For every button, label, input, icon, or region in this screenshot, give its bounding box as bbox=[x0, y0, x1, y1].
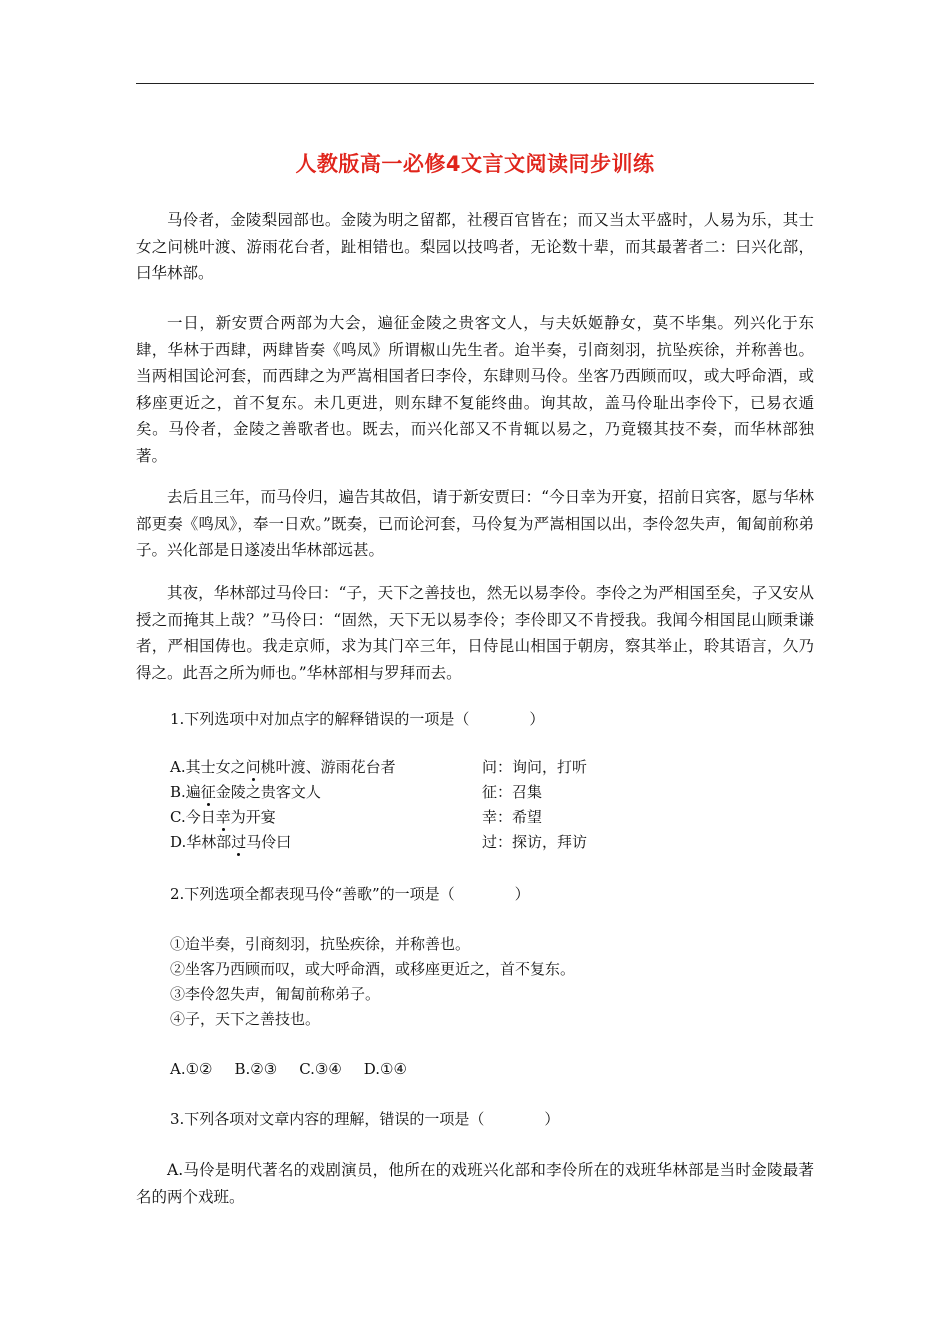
passage-paragraph-2: 一日，新安贾合两部为大会，遍征金陵之贵客文人，与夫妖姬静女，莫不毕集。列兴化于东肆，华林于西肆，两肆皆奏《鸣凤》所谓椒山先生者。迨半奏，引商刻羽，抗坠疾徐，并称善也。当两相国论河套，而西肆之为严嵩相国者曰李伶，东肆则马伶。坐客乃西顾而叹，或大呼命酒，或移座更近之，首不复东。未几更进，则东肆不复能终曲。询其故，盖马伶耻出李伶下，已易衣遁矣。马伶者，金陵之善歌者也。既去，而兴化部又不肯辄以易之，乃竟辍其技不奏，而华林部独著。 bbox=[136, 314, 814, 465]
option-a-sentence: A.其士女之问桃叶渡、游雨花台者 bbox=[170, 758, 396, 776]
option-d-sentence: D.华林部过马伶曰 bbox=[170, 833, 292, 851]
question-2-item-4: ④子，天下之善技也。 bbox=[170, 1010, 321, 1028]
question-2-item-3: ③李伶忽失声，匍匐前称弟子。 bbox=[170, 985, 381, 1003]
option-c-sentence: C.今日幸为开宴 bbox=[170, 808, 276, 826]
question-1-stem: 1.下列选项中对加点字的解释错误的一项是（ ） bbox=[170, 710, 545, 728]
question-3-stem: 3.下列各项对文章内容的理解，错误的一项是（ ） bbox=[170, 1110, 560, 1128]
dotted-char: 幸 bbox=[215, 808, 231, 826]
choice-c: C.③④ bbox=[299, 1060, 342, 1078]
page-title: 人教版高一必修4文言文阅读同步训练 bbox=[295, 152, 655, 176]
passage-paragraph-4: 其夜，华林部过马伶曰：“子，天下之善技也，然无以易李伶。李伶之为严相国至矣，子又安从授之而掩其上哉？”马伶曰：“固然，天下无以易李伶；李伶即又不肯授我。我闻今相国昆山顾秉谦者，严相国俦也。我走京师，求为其门卒三年，日侍昆山相国于朝房，察其举止，聆其语言，久乃得之。此吾之所为师也。”华林部相与罗拜而去。 bbox=[136, 584, 814, 682]
option-c-gloss: 幸：希望 bbox=[482, 808, 543, 826]
choice-b: B.②③ bbox=[234, 1060, 278, 1078]
option-b-gloss: 征：召集 bbox=[482, 783, 543, 801]
dotted-char: 问 bbox=[245, 758, 261, 776]
question-2-item-2: ②坐客乃西顾而叹，或大呼命酒，或移座更近之，首不复东。 bbox=[170, 960, 576, 978]
choice-a: A.①② bbox=[170, 1060, 213, 1078]
choice-d: D.①④ bbox=[363, 1060, 407, 1078]
header-rule bbox=[136, 83, 814, 84]
dotted-char: 过 bbox=[231, 833, 247, 851]
question-2-item-1: ①迨半奏，引商刻羽，抗坠疾徐，并称善也。 bbox=[170, 935, 471, 953]
passage-paragraph-3: 去后且三年，而马伶归，遍告其故侣，请于新安贾曰：“今日幸为开宴，招前日宾客，愿与华林部更奏《鸣凤》，奉一日欢。”既奏，已而论河套，马伶复为严嵩相国以出，李伶忽失声，匍匐前称弟子。兴化部是日遂凌出华林部远甚。 bbox=[136, 488, 814, 559]
dotted-char: 征 bbox=[200, 783, 216, 801]
question-2-choices bbox=[170, 1057, 429, 1081]
passage-paragraph-1: 马伶者，金陵梨园部也。金陵为明之留都，社稷百官皆在；而又当太平盛时，人易为乐，其士女之问桃叶渡、游雨花台者，趾相错也。梨园以技鸣者，无论数十辈，而其最著者二：曰兴化部，曰华林部。 bbox=[136, 211, 814, 282]
option-a-gloss: 问：询问，打听 bbox=[482, 758, 588, 776]
question-3-option-a: A.马伶是明代著名的戏剧演员，他所在的戏班兴化部和李伶所在的戏班华林部是当时金陵最著名的两个戏班。 bbox=[136, 1161, 814, 1206]
question-2-stem: 2.下列选项全都表现马伶“善歌”的一项是（ ） bbox=[170, 885, 530, 903]
option-d-gloss: 过：探访，拜访 bbox=[482, 833, 588, 851]
option-b-sentence: B.遍征金陵之贵客文人 bbox=[170, 783, 321, 801]
